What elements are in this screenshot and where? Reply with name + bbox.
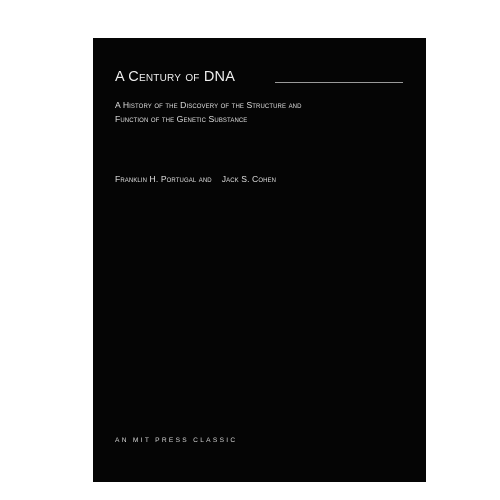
- book-cover: [93, 38, 426, 482]
- series-name: AN MIT PRESS CLASSIC: [115, 437, 238, 444]
- book-authors: [115, 174, 276, 184]
- book-title: A Century of DNA: [115, 69, 236, 85]
- book-subtitle: [115, 98, 405, 126]
- author-2: Jack S. Cohen: [221, 174, 277, 184]
- subtitle-line-1: A History of the Discovery of the Structure and: [115, 100, 302, 110]
- subtitle-line-2: Function of the Genetic Substance: [115, 114, 248, 124]
- title-rule-divider: [275, 82, 403, 83]
- title-row: [115, 69, 426, 89]
- author-1: Franklin H. Portugal and: [115, 174, 212, 184]
